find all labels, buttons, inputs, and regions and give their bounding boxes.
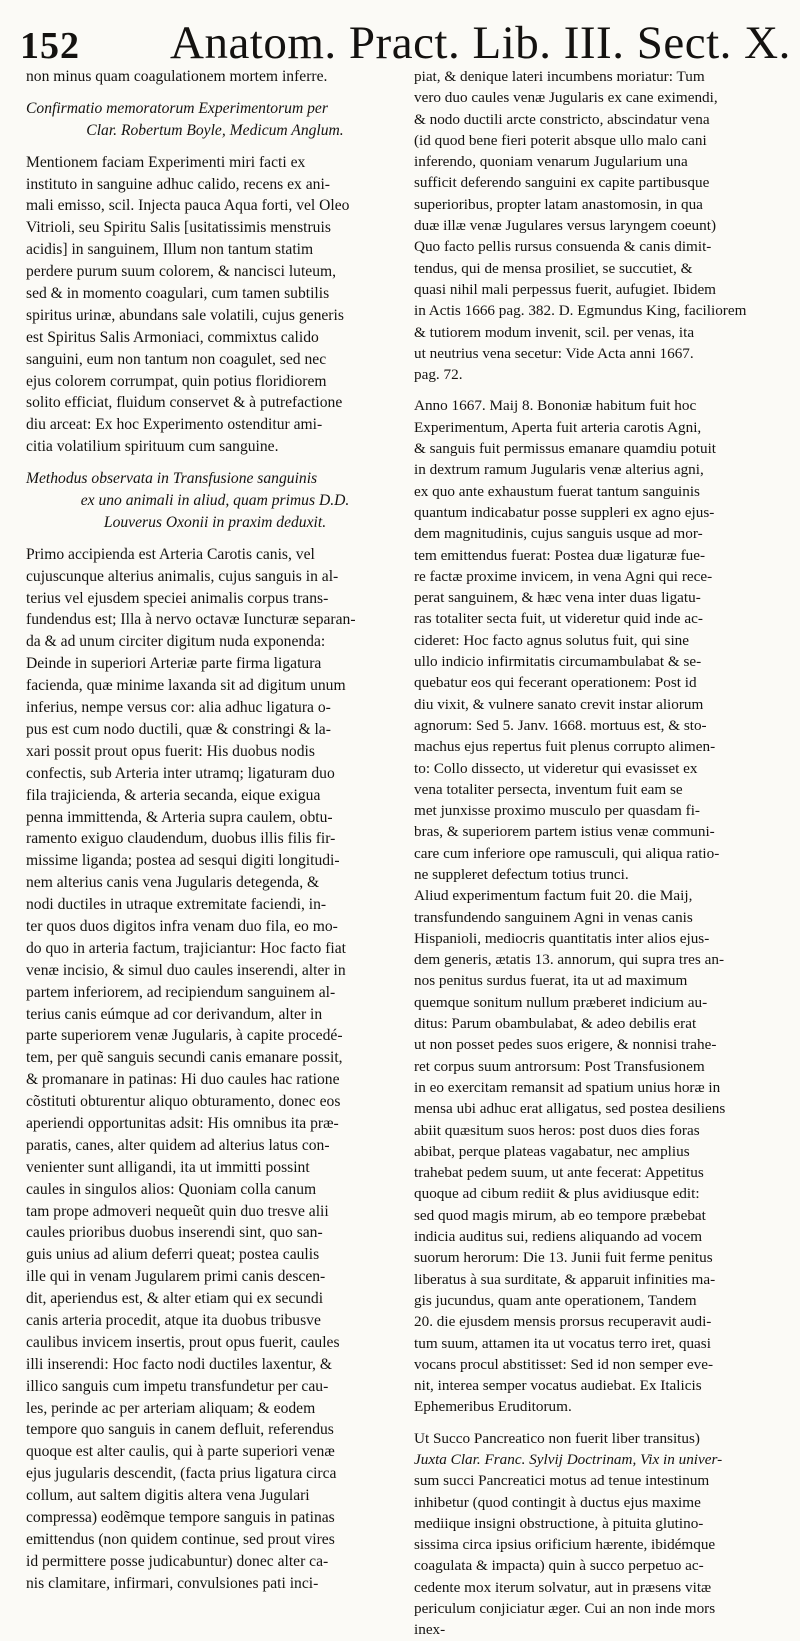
text-line: venæ incisio, & simul duo caules inserendi, alter in — [26, 961, 346, 979]
text-line: mali emisso, scil. Injecta pauca Aqua forti, vel Oleo — [26, 197, 350, 215]
text-line: inferendo, quoniam venarum Jugularium una — [414, 153, 688, 171]
text-line: ut neutrius vena secetur: Vide Acta anni 1667. — [414, 344, 694, 362]
paragraph-gap — [26, 88, 404, 98]
text-line: machus ejus repertus fuit plenus corrupto alimen- — [414, 738, 716, 756]
text-line: abibat, perque plateas vagabatur, nec amplius — [414, 1142, 690, 1160]
text-line: tum suum, attamen ita ut vocatus terro iret, quasi — [414, 1334, 711, 1352]
text-line: non minus quam coagulationem mortem inferre. — [26, 68, 328, 85]
text-line: ejus jugularis descendit, (facta prius ligatura circa — [26, 1465, 337, 1483]
text-line: Deinde in superiori Arteriæ parte firma ligatura — [26, 655, 322, 673]
text-line: perdere purum suum colorem, & nancisci luteum, — [26, 263, 337, 281]
text-line: piat, & denique lateri incumbens moriatur: Tum — [414, 68, 705, 85]
text-line: sufficit deferendo sanguini ex capite partibusque — [414, 174, 710, 192]
text-line: dit, aperiendus est, & alter etiam qui ex secundi — [26, 1290, 324, 1308]
text-line: cõstituti obturentur aliquo obturamento, donec eos — [26, 1093, 341, 1111]
text-line: Anno 1667. Maij 8. Bononiæ habitum fuit hoc — [414, 397, 697, 415]
paragraph-gap — [414, 1418, 784, 1428]
text-line: re factæ proxime invicem, in vena Agni qui rece- — [414, 567, 713, 585]
text-line: tem emittendus fuerat: Postea duæ ligaturæ fue- — [414, 546, 706, 564]
text-line: Confirmatio memoratorum Experimentorum per — [26, 99, 328, 117]
text-line: vena totaliter persecta, inventum fuit eam se — [414, 780, 683, 798]
text-line: xari possit prout opus fuerit: His duobus nodis — [26, 742, 315, 760]
text-line: quemque sonitum nullum præberet indicium au- — [414, 993, 708, 1011]
text-line: suorum herorum: Die 13. Junii fuit ferme penitus — [414, 1249, 713, 1267]
text-line: caules in singulos alios: Quoniam colla canum — [26, 1180, 317, 1198]
text-line: fundendus est; Illa à nervo octavæ Iuncturæ separan- — [26, 611, 356, 629]
text-line: ne suppleret defectum totius trunci. — [414, 865, 629, 883]
text-line: da & ad unum circiter digitum nuda exponenda: — [26, 633, 326, 651]
text-line: tem, per quẽ sanguis secundi canis emanare possit, — [26, 1049, 343, 1067]
text-line: perat sanguinem, & hæc vena inter duas ligatu- — [414, 589, 701, 607]
text-line: fila trajicienda, & arteria secanda, eique exigua — [26, 786, 321, 804]
text-line: inferius, nempe versus cor: alia adhuc ligatura o- — [26, 699, 331, 717]
text-line: & promanare in patinas: Hi duo caules hac ratione — [26, 1071, 340, 1089]
text-line: diu arceat: Ex hoc Experimento ostenditur ami- — [26, 416, 323, 434]
text-line: cedente mox iterum solvatur, aut in præsens vitæ — [414, 1578, 712, 1596]
text-line: tam prope admoveri nequeũt quin duo tresve alii — [26, 1202, 329, 1220]
text-line: collum, aut saltem digitis altera vena Jugulari — [26, 1487, 310, 1505]
text-line: Mentionem faciam Experimenti miri facti ex — [26, 153, 306, 171]
text-line: in Actis 1666 pag. 382. D. Egmundus King, faciliorem — [414, 302, 747, 320]
text-line: Quo facto pellis rursus consuenda & canis dimit- — [414, 238, 712, 256]
paragraph-gap — [26, 534, 404, 544]
text-line: nem alterius canis vena Jugularis detegenda, & — [26, 874, 320, 892]
text-line: vocans procul abstitisset: Sed id non semper eve- — [414, 1355, 714, 1373]
text-line: care cum inferiore ope ramusculi, qui aliqua ratio- — [414, 844, 720, 862]
text-line: illi inserendi: Hoc facto nodi ductiles laxentur, & — [26, 1355, 332, 1373]
text-line: pus est cum nodo ductili, quæ & constringi & la- — [26, 720, 331, 738]
page-number: 152 — [20, 25, 80, 67]
text-line: sanguini, eum non tantum non coagulet, sed nec — [26, 350, 327, 368]
text-line: ex uno animali in aliud, quam primus D.D. — [80, 492, 350, 510]
text-line: parte superiorem venæ Jugularis, à capite procedé- — [26, 1027, 343, 1045]
text-line: & nodo ductili arcte constricto, abscindatur vena — [414, 110, 710, 128]
text-line: guis unius ad alium deferri queat; postea caulis — [26, 1246, 320, 1264]
text-line: aperiendi opportunitas adsit: His omnibus ita præ- — [26, 1114, 339, 1132]
text-line: nodi ductiles in utraque extremitate faciendi, in- — [26, 896, 327, 914]
text-line: canis arteria procedit, atque ita duobus tribusve — [26, 1311, 321, 1329]
text-line: quasi nihil mali perpessus fuerit, aufugiet. Ibidem — [414, 280, 716, 298]
text-line: nis clamitare, infirmari, convulsiones pati inci- — [26, 1574, 319, 1592]
text-line: agnorum: Sed 5. Janv. 1668. mortuus est, & sto- — [414, 716, 707, 734]
text-line: missime liganda; postea ad sesqui digiti longitudi- — [26, 852, 340, 870]
text-line: caulibus invicem insertis, prout opus fuerit, caules — [26, 1333, 340, 1351]
page-header — [12, 8, 792, 72]
text-line: paratis, canes, alter quidem ad alterius latus con- — [26, 1136, 330, 1154]
text-line: sed & in momento coagulari, cum tamen subtilis — [26, 285, 330, 303]
text-line: abiit quæsitum suos heros: post duos dies foras — [414, 1121, 700, 1139]
text-line: gis jucundus, quam ante operationem, Tandem — [414, 1291, 697, 1309]
text-line: sed quod magis mirum, ab eo tempore præbebat — [414, 1206, 706, 1224]
text-line: partem inferiorem, ad recipiendum sanguinem al- — [26, 983, 336, 1001]
paragraph-gap — [26, 458, 404, 468]
text-line: ras totaliter secta fuit, ut videretur quid inde ac- — [414, 610, 703, 628]
text-line: cideret: Hoc facto agnus solutus fuit, qui sine — [414, 631, 689, 649]
text-line: Aliud experimentum factum fuit 20. die Maij, — [414, 887, 693, 905]
text-line: Experimentum, Aperta fuit arteria carotis Agni, — [414, 418, 702, 436]
paragraph-gap — [26, 142, 404, 152]
text-line: Hispanioli, mediocris quantitatis inter alios ejus- — [414, 929, 710, 947]
text-line: solito efficiat, fluidum conservet & à putrefactione — [26, 394, 343, 412]
right-column — [414, 66, 784, 1639]
text-line: (id quod bene fieri poterit absque ullo malo cani — [414, 131, 707, 149]
running-title: Anatom. Pract. Lib. III. Sect. X. — [170, 17, 791, 69]
text-line: Methodus observata in Transfusione sanguinis — [26, 470, 318, 488]
text-line: inhibetur (quod contingit à ductus ejus maxime — [414, 1493, 701, 1511]
text-line: periculum conjiciatur æger. Cui an non inde mors — [414, 1600, 716, 1618]
text-line: venienter sunt alligandi, ita ut immitti possint — [26, 1158, 310, 1176]
text-line: inex- — [414, 1621, 446, 1639]
paragraph-gap — [414, 385, 784, 395]
text-line: coagulata & impacta) quin à succo perpetuo ac- — [414, 1557, 704, 1575]
text-line: duæ illæ venæ Jugulares versus laryngem coeunt) — [414, 217, 717, 235]
text-line: in eo exercitam remansit ad spatium unius horæ in — [414, 1078, 721, 1096]
text-line: to: Collo dissecto, ut videretur qui evasisset ex — [414, 759, 698, 777]
text-line: Primo accipienda est Arteria Carotis canis, vel — [26, 545, 315, 563]
text-line: penna immittenda, & Arteria supra caulem, obtu- — [26, 808, 333, 826]
text-line: diu vixit, & vulnere sanato crevit instar aliorum — [414, 695, 704, 713]
text-line: ter quos duos digitos infra venam duo fila, eo mo- — [26, 917, 338, 935]
text-line: 20. die ejusdem mensis prorsus recuperavit audi- — [414, 1313, 712, 1331]
text-line: nos penitus surdus fuerat, ita ut ad maximum — [414, 972, 688, 990]
text-line: sum succi Pancreatici motus ad tenue intestinum — [414, 1472, 710, 1490]
text-line: caules prioribus duobus inserendi sint, quo san- — [26, 1224, 323, 1242]
text-line: pag. 72. — [414, 366, 463, 384]
text-line: id permittere posse judicabuntur) donec alter ca- — [26, 1552, 329, 1570]
text-line: cujuscunque alterius animalis, cujus sanguis in al- — [26, 567, 339, 585]
text-line: illico sanguis cum impetu transfundetur per cau- — [26, 1377, 329, 1395]
text-line: facienda, quæ minime laxanda sit ad digitum unum — [26, 677, 346, 695]
text-line: vero duo caules venæ Jugularis ex cane eximendi, — [414, 89, 718, 107]
text-line: instituto in sanguine adhuc calido, recens ex ani- — [26, 175, 330, 193]
text-line: ditus: Parum obambulabat, & adeo debilis erat — [414, 1015, 697, 1033]
text-line: Clar. Robertum Boyle, Medicum Anglum. — [86, 121, 344, 139]
text-line: liberatus à sua surditate, & apparuit infinities ma- — [414, 1270, 716, 1288]
text-line: terius canis eúmque ad cor derivandum, alter in — [26, 1005, 323, 1023]
text-line: Juxta Clar. Franc. Sylvij Doctrinam, Vix in univer- — [414, 1451, 723, 1468]
text-line: tempore quo sanguis in canem defluit, referendus — [26, 1421, 334, 1439]
text-line: transfundendo sanguinem Agni in venas canis — [414, 908, 693, 926]
text-line: quantum indicabatur posse suppleri ex agno ejus- — [414, 503, 715, 521]
text-line: met junxisse proximo musculo per quasdam fi- — [414, 802, 700, 820]
text-line: acidis] in sanguinem, Illum non tantum statim — [26, 241, 314, 259]
text-line: terius vel ejusdem speciei animalis corpus trans- — [26, 589, 329, 607]
text-line: ret corpus suum antrorsum: Post Transfusionem — [414, 1057, 705, 1075]
text-line: Ut Succo Pancreatico non fuerit liber transitus) — [414, 1429, 700, 1447]
text-line: ejus colorem corrumpat, quin potius floridiorem — [26, 372, 327, 390]
text-line: indicia auditus sui, rediens aliquando ad vocem — [414, 1228, 703, 1246]
text-line: emittendus (non quidem continue, sed prout vires — [26, 1530, 335, 1548]
text-line: quoque est alter caulis, qui à parte superiori venæ — [26, 1443, 335, 1461]
text-line: mensa ubi adhuc erat alligatus, sed postea desiliens — [414, 1100, 726, 1118]
text-line: & tutiorem modum invenit, scil. per venas, ita — [414, 323, 695, 341]
text-line: ex quo ante exhaustum fuerat tantum sanguinis — [414, 482, 700, 500]
text-line: compressa) eodẽmque tempore sanguis in patinas — [26, 1509, 335, 1526]
text-line: nit, interea semper vocatus audiebat. Ex Italicis — [414, 1377, 702, 1395]
text-line: sissima circa ipsius orificium hærente, ibidémque — [414, 1536, 716, 1554]
text-line: est Spiritus Salis Armoniaci, commixtus calido — [26, 328, 319, 346]
text-line: quoque ad cibum rediit & plus avidiusque edit: — [414, 1185, 700, 1203]
text-line: dem generis, ætatis 13. annorum, qui supra tres an- — [414, 951, 725, 969]
text-line: Louverus Oxonii in praxim deduxit. — [103, 513, 327, 531]
text-line: in dextrum ramum Jugularis venæ alterius agni, — [414, 461, 704, 479]
text-line: dem magnitudinis, cujus sanguis usque ad mor- — [414, 525, 703, 543]
text-line: les, perinde ac per arteriam aliquam; & eodem — [26, 1399, 316, 1417]
text-line: Ephemeribus Eruditorum. — [414, 1398, 572, 1416]
text-line: ramento exiguo claudendum, duobus illis filis fir- — [26, 830, 336, 848]
text-line: quebatur eos qui fecerant operationem: Post id — [414, 674, 697, 692]
text-line: do quo in arteria factum, trajiciantur: Hoc facto fiat — [26, 939, 346, 957]
text-line: spiritus urinæ, abundans sale volatili, cujus generis — [26, 306, 344, 324]
text-line: tendus, qui de mensa prosiliet, se succutiet, & — [414, 259, 693, 277]
left-column — [26, 66, 404, 1592]
text-line: trahebat pedem suum, ut ante fecerat: Appetitus — [414, 1164, 704, 1182]
text-line: ullo indicio infirmitatis circumambulabat & se- — [414, 653, 702, 671]
text-line: citia volatilium spirituum cum sanguine. — [26, 438, 279, 456]
text-line: confectis, sub Arteria inter utramq; ligaturam duo — [26, 764, 335, 782]
text-line: mediique insigni obstructione, à pituita glutino- — [414, 1514, 704, 1532]
text-line: Vitrioli, seu Spiritu Salis [usitatissimis menstruis — [26, 219, 331, 237]
text-line: bras, & superiorem partem istius venæ communi- — [414, 823, 715, 841]
text-line: superioribus, propter latam anastomosin, in qua — [414, 195, 703, 213]
text-line: ut non posset pedes suos erigere, & nonnisi trahe- — [414, 1036, 717, 1054]
text-line: & sanguis fuit permissus emanare quamdiu potuit — [414, 440, 717, 458]
text-line: ille qui in venam Jugularem primi canis descen- — [26, 1268, 326, 1286]
